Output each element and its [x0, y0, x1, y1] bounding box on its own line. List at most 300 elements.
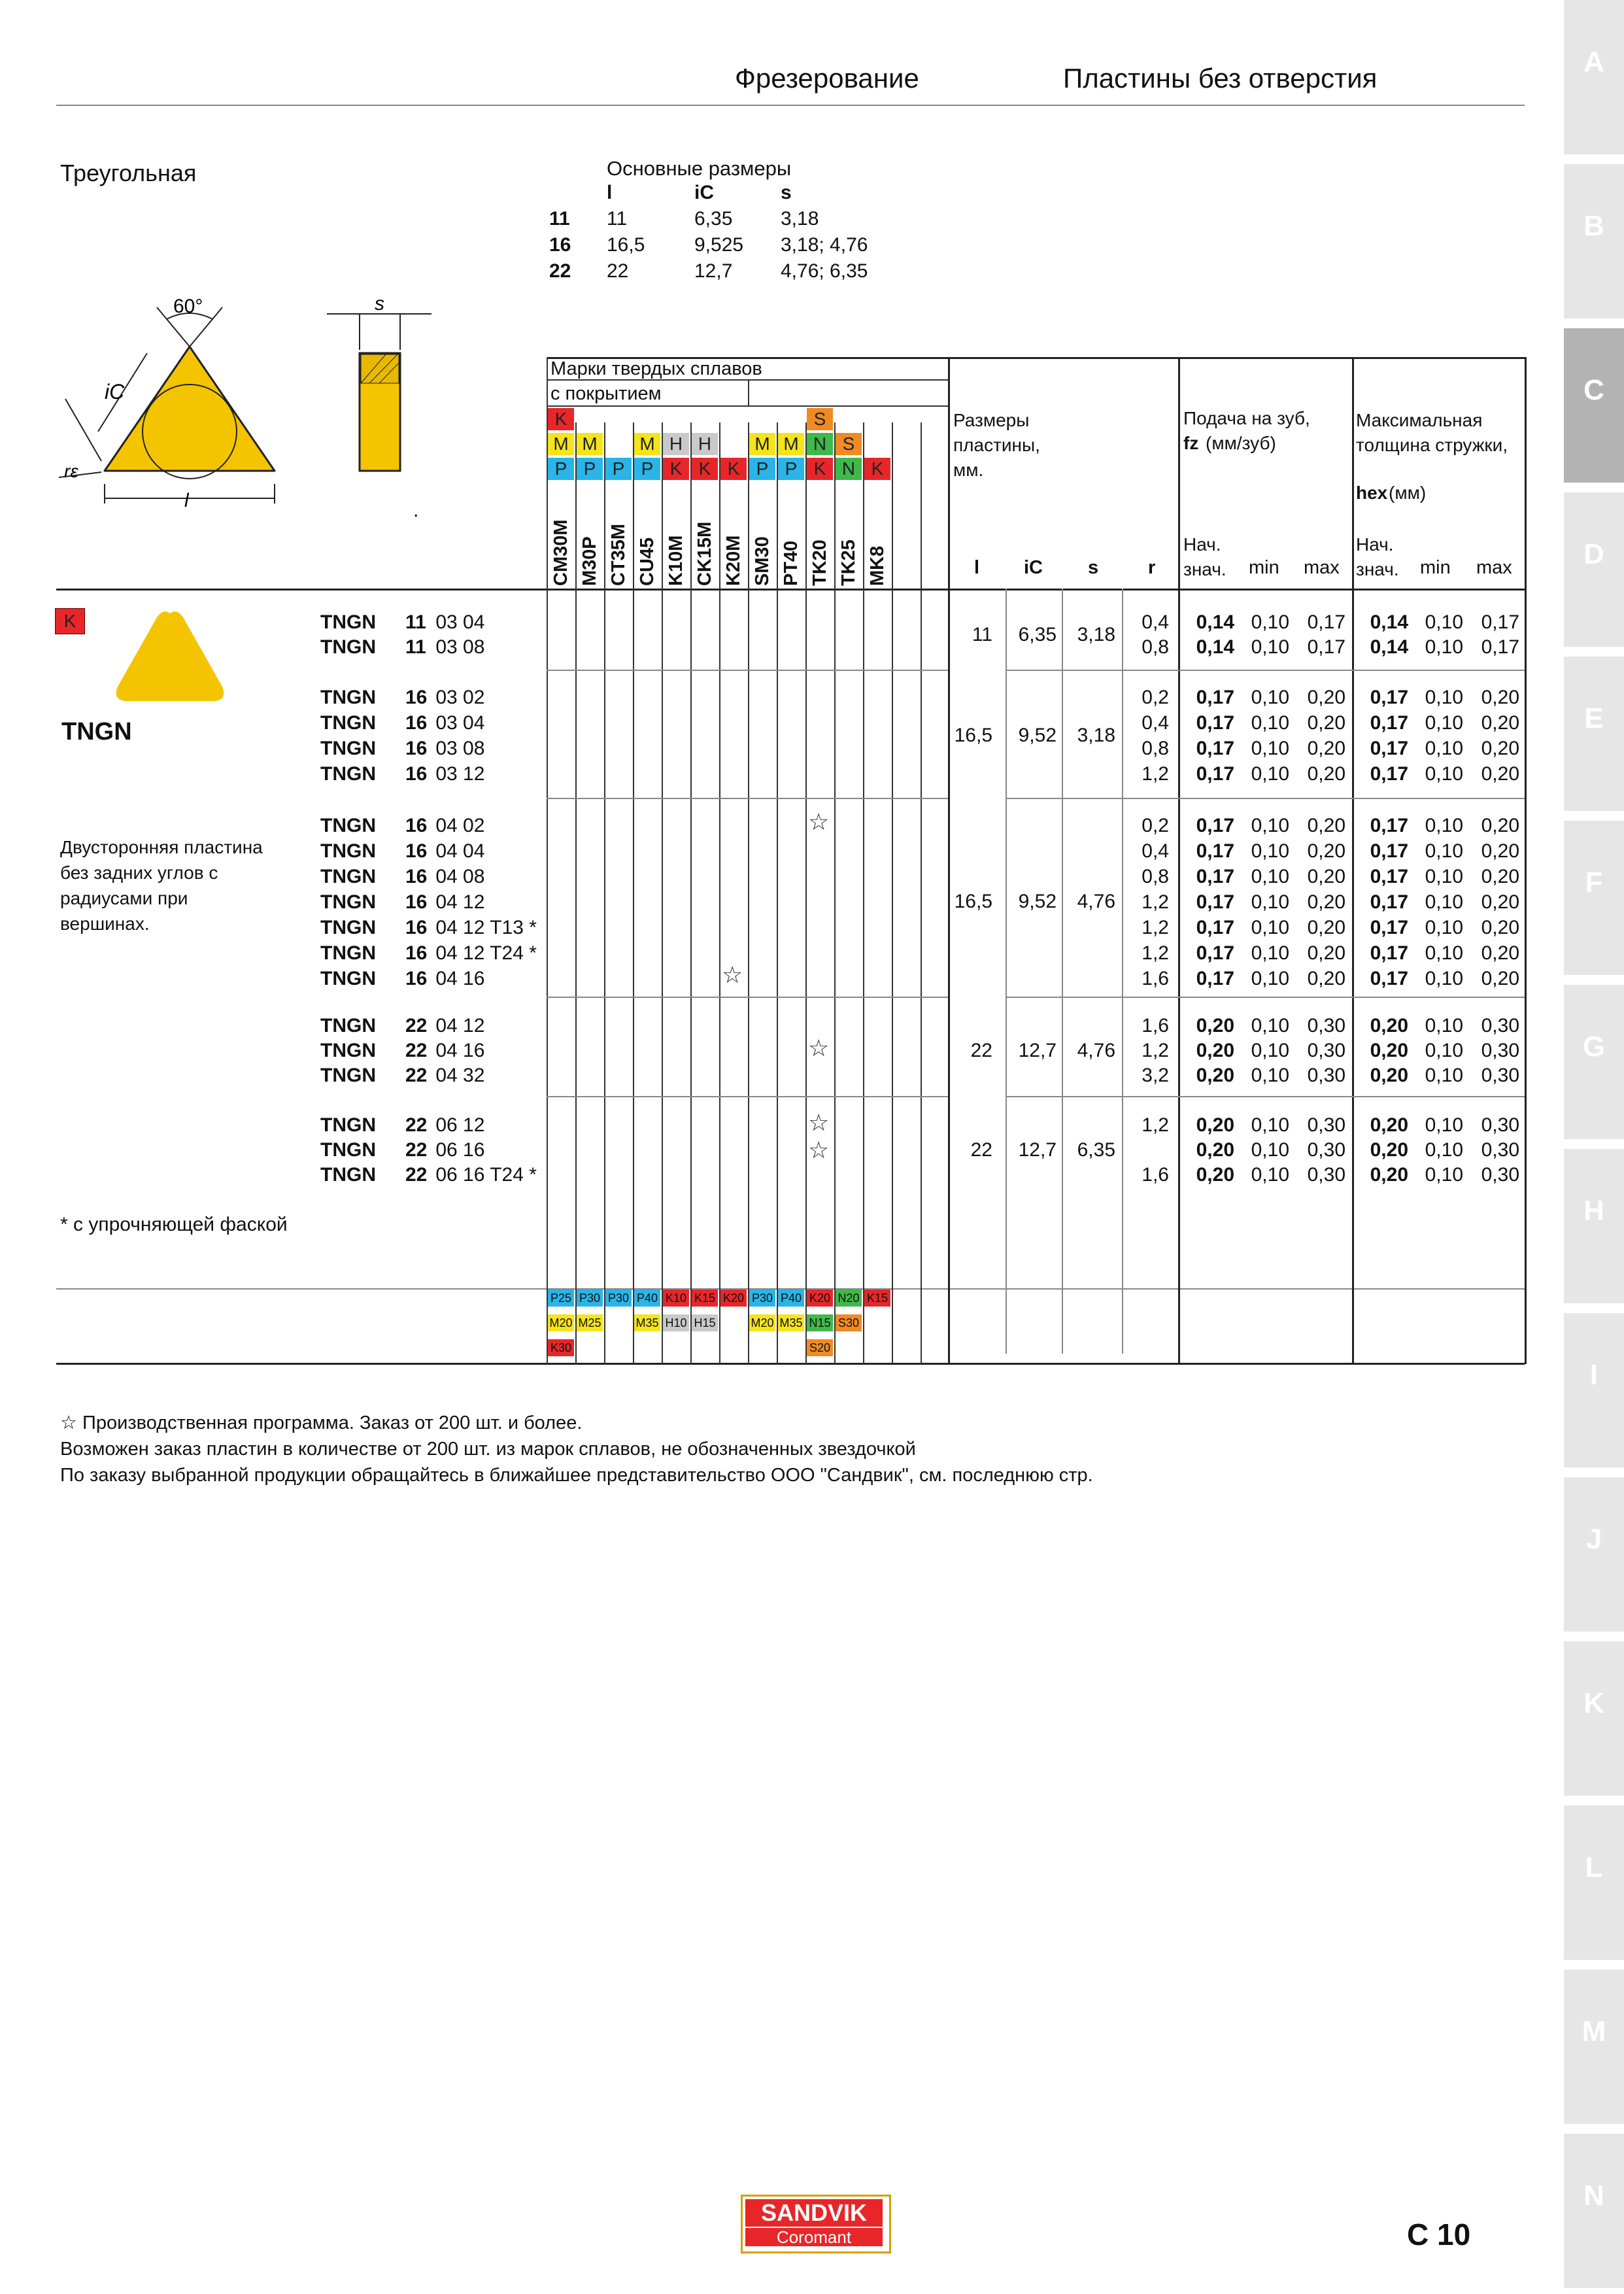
sidebar-tab-f[interactable]: F: [1564, 821, 1624, 975]
row-r: 0,2: [1142, 687, 1169, 708]
iso-group-code: P40: [634, 1290, 660, 1307]
row-hex-max: 0,20: [1481, 687, 1519, 708]
row-hex-min: 0,10: [1425, 1139, 1463, 1161]
sidebar-tab-i[interactable]: I: [1564, 1313, 1624, 1467]
row-size: 22: [405, 1065, 428, 1086]
row-hex-min: 0,10: [1425, 712, 1463, 734]
iso-group-code: S30: [836, 1314, 862, 1331]
product-code: TNGN: [61, 718, 132, 745]
row-fz-min: 0,10: [1251, 611, 1289, 633]
grade-ck15m: CK15M: [694, 521, 715, 586]
grade-cu45: CU45: [637, 537, 658, 586]
legend-line-2: Возможен заказ пластин в количестве от 200 шт. из марок сплавов, не обозначенных звездочкой: [60, 1439, 916, 1460]
row-hex-max: 0,20: [1481, 942, 1519, 964]
row-fz-max: 0,20: [1307, 763, 1345, 785]
material-swatch-p: P: [605, 458, 632, 480]
table-rule: [604, 422, 605, 1364]
row-fz-start: 0,20: [1196, 1139, 1234, 1161]
row-r: 0,4: [1142, 840, 1169, 862]
grade-k10m: K10M: [666, 535, 686, 586]
row-hex-max: 0,30: [1481, 1040, 1519, 1061]
row-r: 1,6: [1142, 968, 1169, 989]
re-label: rε: [64, 461, 78, 481]
hex-unit: (мм): [1389, 483, 1427, 503]
iso-group-code: M20: [548, 1314, 574, 1331]
group-l: 22: [970, 1139, 992, 1161]
row-code: TNGN: [320, 1164, 376, 1186]
row-code: TNGN: [320, 840, 376, 862]
table-rule: [547, 997, 948, 998]
table-rule: [547, 798, 948, 799]
hex-start: Нач. знач.: [1356, 534, 1399, 579]
iso-group-code: P25: [548, 1290, 574, 1307]
row-designation: 03 08: [430, 738, 485, 759]
row-fz-start: 0,20: [1196, 1015, 1234, 1036]
table-rule: [948, 357, 950, 1364]
basic-dims-value: 6,35: [694, 208, 733, 230]
row-fz-start: 0,20: [1196, 1114, 1234, 1136]
row-code: TNGN: [320, 1114, 376, 1136]
row-designation: 03 04: [430, 712, 485, 734]
row-code: TNGN: [320, 866, 376, 887]
row-code: TNGN: [320, 917, 376, 938]
row-fz-min: 0,10: [1251, 866, 1289, 887]
row-hex-min: 0,10: [1425, 1015, 1463, 1036]
sidebar-tab-e[interactable]: E: [1564, 657, 1624, 811]
iso-group-code: H15: [692, 1314, 718, 1331]
material-swatch-k: K: [720, 458, 747, 480]
table-rule: [547, 357, 548, 1364]
grade-mk8: MK8: [867, 545, 888, 586]
row-size: 11: [405, 636, 426, 658]
col-r: r: [1148, 557, 1156, 578]
sidebar-tab-l[interactable]: L: [1564, 1806, 1624, 1960]
sidebar-tab-k[interactable]: K: [1564, 1641, 1624, 1796]
row-designation: 04 08: [430, 866, 485, 887]
material-swatch-p: P: [778, 458, 804, 480]
row-r: 0,8: [1142, 738, 1169, 759]
material-badge: [55, 608, 85, 634]
row-designation: 03 12: [430, 763, 485, 785]
material-swatch-p: P: [749, 458, 775, 480]
row-designation: 03 08: [430, 636, 485, 658]
table-rule: [1006, 670, 1525, 671]
legend-line-1: ☆ Производственная программа. Заказ от 200 шт. и более.: [60, 1412, 583, 1433]
insert-description: [60, 834, 269, 936]
row-code: TNGN: [320, 763, 376, 785]
material-swatch-p: P: [548, 458, 574, 480]
row-fz-min: 0,10: [1251, 1040, 1289, 1061]
iso-group-code: P30: [605, 1290, 632, 1307]
basic-dims-size: 11: [549, 208, 570, 230]
material-swatch-h: H: [663, 433, 689, 455]
group-s: 4,76: [1077, 891, 1115, 912]
row-size: 16: [405, 942, 428, 964]
row-fz-min: 0,10: [1251, 1114, 1289, 1136]
group-s: 6,35: [1077, 1139, 1115, 1161]
sandvik-logo: [741, 2195, 891, 2253]
row-designation: 06 12: [430, 1114, 485, 1136]
row-designation: 04 04: [430, 840, 485, 862]
insert-diagram: [39, 288, 445, 523]
row-designation: 04 12: [430, 1015, 485, 1036]
material-swatch-s: S: [836, 433, 862, 455]
row-designation: 04 32: [430, 1065, 485, 1086]
iso-group-code: K20: [807, 1290, 833, 1307]
group-s: 3,18: [1077, 725, 1115, 746]
group-l: 22: [970, 1040, 992, 1061]
row-code: TNGN: [320, 1015, 376, 1036]
footnote: * с упрочняющей фаской: [60, 1214, 288, 1235]
basic-dims-value: 22: [607, 260, 629, 282]
row-fz-max: 0,20: [1307, 738, 1345, 759]
row-fz-start: 0,17: [1196, 968, 1234, 989]
iso-group-code: N20: [836, 1290, 862, 1307]
row-r: 1,2: [1142, 917, 1169, 938]
row-hex-min: 0,10: [1425, 1114, 1463, 1136]
iso-group-code: K15: [692, 1290, 718, 1307]
row-fz-min: 0,10: [1251, 968, 1289, 989]
row-fz-max: 0,30: [1307, 1065, 1345, 1086]
sidebar-tab-b[interactable]: B: [1564, 164, 1624, 318]
group-s: 3,18: [1077, 624, 1115, 645]
col-ic: iC: [1024, 557, 1043, 578]
row-fz-start: 0,17: [1196, 738, 1234, 759]
basic-dims-value: 9,525: [694, 234, 744, 256]
iso-group-code: K10: [663, 1290, 689, 1307]
row-size: 22: [405, 1114, 428, 1136]
row-hex-min: 0,10: [1425, 840, 1463, 862]
group-ic: 9,52: [1018, 725, 1057, 746]
row-fz-start: 0,17: [1196, 840, 1234, 862]
row-fz-min: 0,10: [1251, 1139, 1289, 1161]
insert-icon: [105, 602, 235, 713]
row-fz-start: 0,17: [1196, 687, 1234, 708]
production-star-icon: ☆: [808, 1137, 830, 1163]
material-swatch-k: K: [807, 458, 833, 480]
row-size: 22: [405, 1139, 428, 1161]
basic-dims-value: 3,18; 4,76: [781, 234, 868, 256]
iso-group-code: K30: [548, 1339, 574, 1356]
row-hex-max: 0,20: [1481, 763, 1519, 785]
row-r: 1,2: [1142, 1114, 1169, 1136]
row-hex-min: 0,10: [1425, 611, 1463, 633]
row-fz-max: 0,17: [1307, 611, 1345, 633]
material-swatch-p: P: [577, 458, 603, 480]
basic-dims-col-s: s: [781, 182, 792, 203]
row-hex-max: 0,30: [1481, 1164, 1519, 1186]
row-hex-min: 0,10: [1425, 891, 1463, 913]
row-fz-max: 0,30: [1307, 1015, 1345, 1036]
basic-dims-value: 3,18: [781, 208, 819, 230]
col-s: s: [1088, 557, 1099, 578]
row-fz-min: 0,10: [1251, 815, 1289, 836]
row-hex-start: 0,17: [1370, 815, 1408, 836]
row-fz-start: 0,20: [1196, 1164, 1234, 1186]
group-ic: 12,7: [1018, 1040, 1057, 1061]
row-hex-min: 0,10: [1425, 738, 1463, 759]
row-designation: 04 12 T13 *: [430, 917, 537, 938]
row-fz-max: 0,30: [1307, 1164, 1345, 1186]
row-hex-max: 0,30: [1481, 1015, 1519, 1036]
subsection-title: Пластины без отверстия: [1063, 63, 1378, 94]
row-fz-max: 0,20: [1307, 968, 1345, 989]
row-r: 0,4: [1142, 611, 1169, 633]
row-r: 1,2: [1142, 891, 1169, 913]
row-r: 1,6: [1142, 1164, 1169, 1186]
row-fz-max: 0,20: [1307, 687, 1345, 708]
group-l: 16,5: [954, 891, 992, 912]
table-rule: [1006, 1096, 1525, 1097]
row-hex-start: 0,20: [1370, 1164, 1408, 1186]
row-r: 1,2: [1142, 1040, 1169, 1061]
group-l: 16,5: [954, 725, 992, 746]
angle-label: 60°: [173, 296, 203, 317]
row-size: 22: [405, 1040, 428, 1061]
legend-line-3: По заказу выбранной продукции обращайтесь в ближайшее представительство ООО "Сандвик", см. последнюю стр.: [60, 1465, 1093, 1486]
basic-dims-value: 12,7: [694, 260, 733, 282]
row-r: 0,4: [1142, 712, 1169, 734]
row-hex-min: 0,10: [1425, 687, 1463, 708]
group-s: 4,76: [1077, 1040, 1115, 1061]
row-hex-start: 0,20: [1370, 1114, 1408, 1136]
coated-label: с покрытием: [550, 383, 662, 404]
grade-m30p: M30P: [579, 536, 600, 586]
hex-max: max: [1476, 557, 1512, 578]
row-code: TNGN: [320, 891, 376, 913]
row-hex-start: 0,17: [1370, 891, 1408, 913]
iso-group-code: K15: [864, 1290, 890, 1307]
row-code: TNGN: [320, 942, 376, 964]
row-fz-min: 0,10: [1251, 738, 1289, 759]
row-fz-min: 0,10: [1251, 917, 1289, 938]
row-fz-start: 0,20: [1196, 1040, 1234, 1061]
row-hex-max: 0,20: [1481, 891, 1519, 913]
row-r: 0,8: [1142, 636, 1169, 658]
table-rule: [547, 405, 948, 407]
row-fz-start: 0,17: [1196, 891, 1234, 913]
group-l: 11: [972, 624, 992, 645]
row-hex-start: 0,17: [1370, 968, 1408, 989]
row-hex-max: 0,30: [1481, 1114, 1519, 1136]
grade-pt40: PT40: [781, 540, 802, 586]
group-ic: 9,52: [1018, 891, 1057, 912]
row-hex-max: 0,20: [1481, 917, 1519, 938]
table-rule: [1006, 997, 1525, 998]
row-designation: 04 12 T24 *: [430, 942, 537, 964]
row-hex-min: 0,10: [1425, 866, 1463, 887]
row-code: TNGN: [320, 636, 376, 658]
row-fz-start: 0,20: [1196, 1065, 1234, 1086]
basic-dims-col-ic: iC: [694, 182, 714, 203]
material-swatch-k: K: [548, 408, 574, 430]
table-rule: [690, 422, 692, 1364]
grade-cm30m: CM30M: [550, 519, 571, 586]
iso-group-code: N15: [807, 1314, 833, 1331]
grade-tk25: TK25: [838, 539, 859, 586]
table-rule: [1006, 798, 1525, 799]
iso-group-code: S20: [807, 1339, 833, 1356]
row-fz-start: 0,17: [1196, 866, 1234, 887]
row-hex-min: 0,10: [1425, 1040, 1463, 1061]
row-fz-start: 0,17: [1196, 942, 1234, 964]
row-hex-max: 0,17: [1481, 611, 1519, 633]
table-rule: [56, 589, 1525, 591]
table-rule: [1525, 357, 1527, 1364]
sidebar-tab-n[interactable]: N: [1564, 2134, 1624, 2288]
table-rule: [1006, 589, 1007, 1354]
row-fz-max: 0,20: [1307, 917, 1345, 938]
table-rule: [575, 422, 577, 1364]
iso-group-code: M35: [634, 1314, 660, 1331]
diagram-dot: .: [413, 500, 419, 521]
iso-group-code: P40: [778, 1290, 804, 1307]
l-label: l: [184, 490, 189, 511]
feed-title: Подача на зуб,: [1183, 408, 1310, 428]
row-hex-max: 0,20: [1481, 738, 1519, 759]
material-swatch-s: S: [807, 408, 833, 430]
table-rule: [1062, 589, 1063, 1354]
row-fz-min: 0,10: [1251, 636, 1289, 658]
production-star-icon: ☆: [722, 961, 743, 988]
row-hex-min: 0,10: [1425, 815, 1463, 836]
row-fz-min: 0,10: [1251, 840, 1289, 862]
table-rule: [805, 422, 807, 1364]
table-rule: [1178, 357, 1180, 1364]
row-designation: 03 02: [430, 687, 485, 708]
material-badge-label: K: [63, 611, 76, 631]
row-hex-start: 0,17: [1370, 942, 1408, 964]
feed-unit: (мм/зуб): [1206, 433, 1276, 453]
row-hex-start: 0,17: [1370, 712, 1408, 734]
table-rule: [748, 422, 749, 1364]
section-sidebar: [1564, 0, 1624, 2294]
material-swatch-p: P: [634, 458, 660, 480]
material-swatch-m: M: [577, 433, 603, 455]
hex-unit-symbol: hex: [1356, 483, 1388, 503]
feed-max: max: [1304, 557, 1340, 578]
row-size: 22: [405, 1164, 428, 1186]
header-rule: [56, 105, 1525, 106]
row-r: 1,2: [1142, 942, 1169, 964]
row-code: TNGN: [320, 1065, 376, 1086]
sidebar-tab-g[interactable]: G: [1564, 985, 1624, 1139]
grade-ct35m: CT35M: [608, 523, 629, 586]
grade-k20m: K20M: [723, 535, 744, 586]
dims-title: Размеры пластины, мм.: [953, 410, 1040, 480]
row-hex-start: 0,20: [1370, 1015, 1408, 1036]
row-fz-min: 0,10: [1251, 712, 1289, 734]
row-fz-max: 0,20: [1307, 891, 1345, 913]
iso-group-code: P30: [577, 1290, 603, 1307]
row-size: 16: [405, 968, 428, 989]
material-swatch-h: H: [692, 433, 718, 455]
row-size: 16: [405, 891, 428, 913]
sidebar-tab-j[interactable]: J: [1564, 1477, 1624, 1632]
row-fz-max: 0,20: [1307, 942, 1345, 964]
material-swatch-m: M: [634, 433, 660, 455]
table-rule: [547, 1096, 948, 1097]
sidebar-tab-a[interactable]: A: [1564, 0, 1624, 154]
ic-label: iC: [105, 380, 125, 403]
material-swatch-m: M: [749, 433, 775, 455]
row-code: TNGN: [320, 968, 376, 989]
row-code: TNGN: [320, 712, 376, 734]
row-hex-max: 0,20: [1481, 815, 1519, 836]
iso-group-code: H10: [663, 1314, 689, 1331]
row-r: 0,2: [1142, 815, 1169, 836]
table-rule: [921, 422, 922, 1364]
grade-tk20: TK20: [809, 539, 830, 586]
row-size: 16: [405, 687, 428, 708]
logo-sub: Coromant: [745, 2228, 883, 2246]
row-code: TNGN: [320, 738, 376, 759]
table-rule: [892, 422, 893, 1364]
row-fz-max: 0,30: [1307, 1139, 1345, 1161]
iso-group-code: K20: [720, 1290, 747, 1307]
row-size: 16: [405, 712, 428, 734]
basic-dims-size: 22: [549, 260, 571, 282]
row-hex-max: 0,20: [1481, 968, 1519, 989]
basic-dims-col-l: l: [607, 182, 613, 203]
iso-group-code: M20: [749, 1314, 775, 1331]
logo-brand: SANDVIK: [745, 2199, 883, 2227]
row-hex-min: 0,10: [1425, 763, 1463, 785]
basic-dims-value: 16,5: [607, 234, 645, 256]
row-fz-max: 0,20: [1307, 840, 1345, 862]
production-star-icon: ☆: [808, 808, 830, 835]
row-hex-start: 0,17: [1370, 687, 1408, 708]
row-r: 0,8: [1142, 866, 1169, 887]
row-fz-start: 0,14: [1196, 636, 1234, 658]
row-code: TNGN: [320, 815, 376, 836]
row-fz-start: 0,14: [1196, 611, 1234, 633]
grade-sm30: SM30: [752, 536, 773, 586]
material-swatch-k: K: [864, 458, 890, 480]
feed-start: Нач. знач.: [1183, 534, 1226, 579]
material-swatch-k: K: [692, 458, 718, 480]
row-fz-max: 0,30: [1307, 1114, 1345, 1136]
row-hex-start: 0,20: [1370, 1139, 1408, 1161]
feed-unit-symbol: fz: [1183, 433, 1199, 453]
row-hex-max: 0,30: [1481, 1139, 1519, 1161]
row-code: TNGN: [320, 611, 376, 633]
sidebar-tab-m[interactable]: M: [1564, 1970, 1624, 2124]
row-hex-start: 0,17: [1370, 840, 1408, 862]
row-r: 1,6: [1142, 1015, 1169, 1036]
row-hex-start: 0,20: [1370, 1065, 1408, 1086]
grades-title: Марки твердых сплавов: [550, 358, 762, 379]
sidebar-tab-h[interactable]: H: [1564, 1149, 1624, 1303]
row-hex-min: 0,10: [1425, 1164, 1463, 1186]
row-designation: 06 16: [430, 1139, 485, 1161]
page-number: C 10: [1407, 2217, 1471, 2251]
sidebar-tab-c[interactable]: C: [1564, 328, 1624, 483]
row-fz-max: 0,17: [1307, 636, 1345, 658]
row-size: 16: [405, 815, 428, 836]
sidebar-tab-d[interactable]: D: [1564, 492, 1624, 647]
table-rule: [662, 422, 663, 1364]
basic-dims-value: 11: [607, 208, 628, 230]
feed-min: min: [1249, 557, 1279, 578]
row-fz-min: 0,10: [1251, 1065, 1289, 1086]
iso-group-code: M25: [577, 1314, 603, 1331]
row-hex-start: 0,17: [1370, 866, 1408, 887]
row-hex-start: 0,14: [1370, 611, 1408, 633]
basic-dims-title: Основные размеры: [607, 157, 792, 180]
row-designation: 04 12: [430, 891, 485, 913]
row-size: 16: [405, 738, 428, 759]
